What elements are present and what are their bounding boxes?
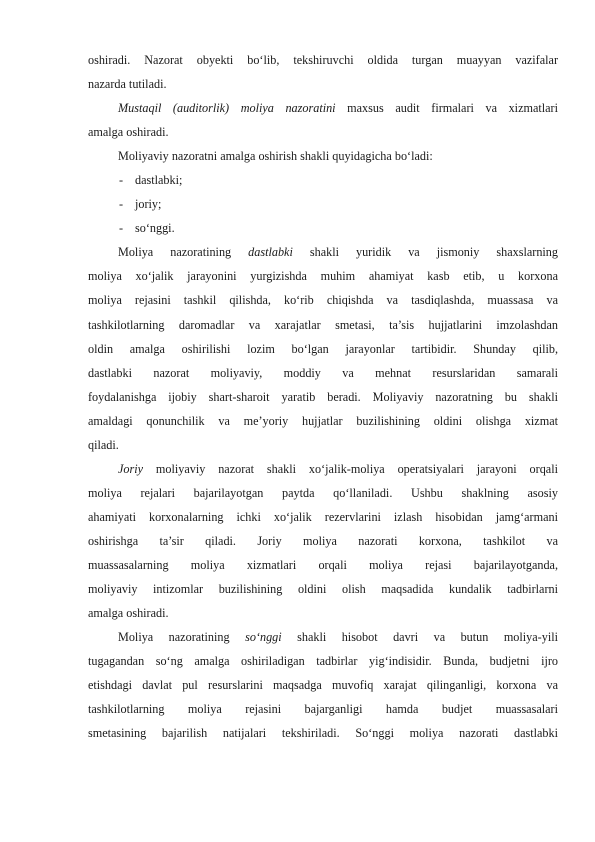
text-line: smetasining bajarilish natijalari tekshiriladi. So‘nggi moliya nazorati dastlabki xyxy=(88,726,558,741)
text-line: moliya xo‘jalik jarayonini yurgizishda muhim ahamiyat kasb etib, u korxona xyxy=(88,269,558,284)
dash-bullet: - xyxy=(119,173,124,188)
text-line: Moliya nazoratining so‘nggi shakli hisobot davri va butun moliya-yili xyxy=(118,630,558,645)
text-line: dastlabki nazorat moliyaviy, moddiy va mehnat resurslaridan samarali xyxy=(88,365,558,380)
text-line: tashkilotlarning daromadlar va xarajatlar smetasi, ta’sis hujjatlarini imzolashdan xyxy=(88,317,558,332)
italic-term: Mustaqil (auditorlik) moliya nazoratini xyxy=(118,101,336,116)
text-line: amaldagi qonunchilik va me’yoriy hujjatlar buzilishining oldini olishga xizmat xyxy=(88,413,558,428)
text-line: moliya rejalari bajarilayotgan paytda qo‘llaniladi. Ushbu shaklning asosiy xyxy=(88,485,558,500)
text-line: moliya rejasini tashkil qilishda, ko‘rib chiqishda va tasdiqlashda, muassasa va xyxy=(88,293,558,308)
italic-term: so‘nggi xyxy=(245,630,282,645)
text-line: ahamiyati korxonalarning ichki xo‘jalik rezervlarini izlash hisobidan jamg‘armani xyxy=(88,509,558,524)
text-line: amalga oshiradi. xyxy=(88,606,169,621)
text-line: oshirishga ta’sir qiladi. Joriy moliya nazorati korxona, tashkilot va xyxy=(88,533,558,548)
text-line: etishdagi davlat pul resurslarini maqsadga muvofiq xarajat qilinganligi, korxona va xyxy=(88,678,558,693)
text-line: tashkilotlarning moliya rejasini bajarganligi hamda budjet muassasalari xyxy=(88,702,558,717)
text-line: Moliyaviy nazoratni amalga oshirish shakli quyidagicha bo‘ladi: xyxy=(118,149,433,164)
dash-bullet: - xyxy=(119,221,124,236)
text-line: qiladi. xyxy=(88,437,119,452)
italic-term: dastlabki xyxy=(248,245,293,260)
list-item: - so‘nggi. xyxy=(88,216,558,240)
text-line: Mustaqil (auditorlik) moliya nazoratini maxsus audit firmalari va xizmatlari xyxy=(118,101,558,116)
text-line: tugagandan so‘ng amalga oshiriladigan tadbirlar yig‘indisidir. Bunda, budjetni ijro xyxy=(88,654,558,669)
text-line: oldin amalga oshirilishi lozim bo‘lgan jarayonlar tartibidir. Shunday qilib, xyxy=(88,341,558,356)
text-line: Moliya nazoratining dastlabki shakli yuridik va jismoniy shaxslarning xyxy=(118,245,558,260)
text-line: amalga oshiradi. xyxy=(88,125,169,140)
italic-term: Joriy xyxy=(118,461,144,476)
text-line: moliyaviy intizomlar buzilishining oldini olish maqsadida kundalik tadbirlarni xyxy=(88,582,558,597)
text-line: foydalanishga ijobiy shart-sharoit yaratib beradi. Moliyaviy nazoratning bu shakli xyxy=(88,389,558,404)
text-line: muassasalarning moliya xizmatlari orqali moliya rejasi bajarilayotganda, xyxy=(88,557,558,572)
text-line: nazarda tutiladi. xyxy=(88,77,167,92)
list-item: - joriy; xyxy=(88,192,558,216)
text-line: oshiradi. Nazorat obyekti bo‘lib, tekshiruvchi oldida turgan muayyan vazifalar xyxy=(88,53,558,67)
dash-bullet: - xyxy=(119,197,124,212)
list-item: - dastlabki; xyxy=(88,168,558,192)
text-line: Joriy moliyaviy nazorat shakli xo‘jalik-moliya operatsiyalari jarayoni orqali xyxy=(118,461,558,476)
document-page xyxy=(88,48,558,745)
